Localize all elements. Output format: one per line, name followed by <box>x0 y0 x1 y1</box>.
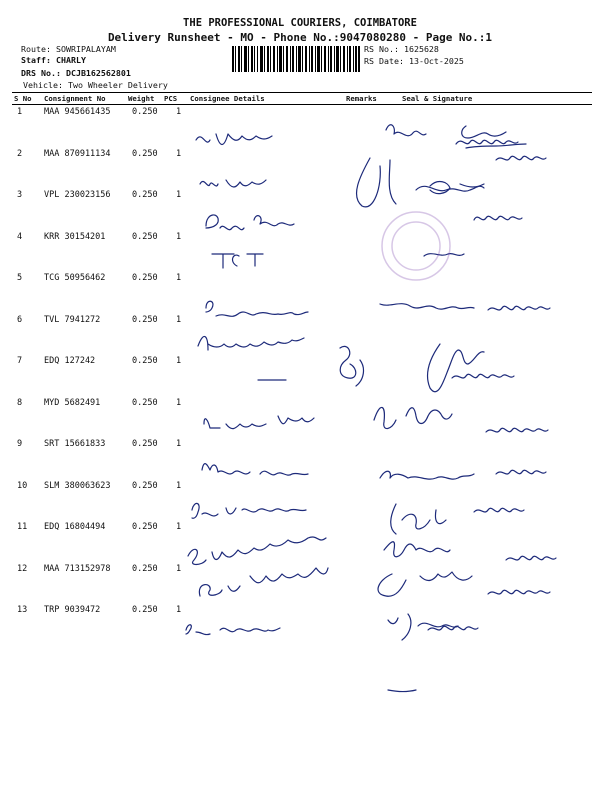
table-row <box>0 605 600 645</box>
rs-no-label: RS No.: 1625628 <box>364 44 439 54</box>
staff-label: Staff: CHARLY <box>21 55 86 65</box>
row-weight: 0.250 <box>132 605 158 615</box>
col-consignment: Consignment No <box>44 94 106 103</box>
runsheet-subtitle: Delivery Runsheet - MO - Phone No.:9047080280 - Page No.:1 <box>107 31 493 44</box>
row-sno: 7 <box>17 356 23 366</box>
row-sno: 12 <box>17 564 28 574</box>
rs-date-label: RS Date: 13-Oct-2025 <box>364 56 464 66</box>
drs-label: DRS No.: DCJB162562801 <box>21 68 131 78</box>
table-row <box>0 315 600 355</box>
col-pcs: PCS <box>164 94 178 103</box>
row-weight: 0.250 <box>132 273 158 283</box>
row-consignment: TRP 9039472 <box>44 605 101 615</box>
row-pcs: 1 <box>176 605 182 615</box>
handwritten-stroke <box>388 690 416 692</box>
row-pcs: 1 <box>176 439 182 449</box>
table-row <box>0 190 600 230</box>
row-consignment: SRT 15661833 <box>44 439 106 449</box>
row-pcs: 1 <box>176 149 182 159</box>
row-consignment: VPL 230023156 <box>44 190 111 200</box>
row-pcs: 1 <box>176 273 182 283</box>
row-weight: 0.250 <box>132 232 158 242</box>
barcode-image <box>232 46 360 72</box>
row-weight: 0.250 <box>132 315 158 325</box>
header-bottom-rule <box>12 104 592 105</box>
row-weight: 0.250 <box>132 439 158 449</box>
table-row <box>0 273 600 313</box>
row-weight: 0.250 <box>132 356 158 366</box>
row-sno: 4 <box>17 232 23 242</box>
row-pcs: 1 <box>176 315 182 325</box>
row-pcs: 1 <box>176 481 182 491</box>
row-consignment: TVL 7941272 <box>44 315 101 325</box>
table-row <box>0 564 600 604</box>
row-pcs: 1 <box>176 398 182 408</box>
col-seal: Seal & Signature <box>402 94 473 103</box>
row-pcs: 1 <box>176 107 182 117</box>
row-consignment: MAA 713152978 <box>44 564 111 574</box>
row-sno: 8 <box>17 398 23 408</box>
table-row <box>0 481 600 521</box>
row-weight: 0.250 <box>132 522 158 532</box>
col-sno: S No <box>14 94 32 103</box>
row-sno: 2 <box>17 149 23 159</box>
col-weight: Weight <box>128 94 155 103</box>
company-title: THE PROFESSIONAL COURIERS, COIMBATORE <box>183 17 417 29</box>
row-sno: 9 <box>17 439 23 449</box>
row-consignment: TCG 50956462 <box>44 273 106 283</box>
row-sno: 6 <box>17 315 23 325</box>
row-weight: 0.250 <box>132 107 158 117</box>
row-sno: 11 <box>17 522 28 532</box>
table-row <box>0 356 600 396</box>
col-remarks: Remarks <box>346 94 377 103</box>
row-consignment: MAA 945661435 <box>44 107 111 117</box>
row-weight: 0.250 <box>132 481 158 491</box>
route-label: Route: SOWRIPALAYAM <box>21 44 116 54</box>
row-pcs: 1 <box>176 190 182 200</box>
row-pcs: 1 <box>176 232 182 242</box>
table-row <box>0 398 600 438</box>
table-row <box>0 522 600 562</box>
table-row <box>0 149 600 189</box>
row-weight: 0.250 <box>132 190 158 200</box>
row-pcs: 1 <box>176 564 182 574</box>
col-consignee: Consignee Details <box>190 94 265 103</box>
row-sno: 10 <box>17 481 28 491</box>
row-sno: 13 <box>17 605 28 615</box>
table-row <box>0 107 600 147</box>
row-pcs: 1 <box>176 356 182 366</box>
row-consignment: MYD 5682491 <box>44 398 101 408</box>
table-row <box>0 439 600 479</box>
row-consignment: KRR 30154201 <box>44 232 106 242</box>
row-weight: 0.250 <box>132 564 158 574</box>
row-sno: 1 <box>17 107 23 117</box>
header-top-rule <box>12 92 592 93</box>
table-row <box>0 232 600 272</box>
row-consignment: EDQ 127242 <box>44 356 96 366</box>
row-sno: 3 <box>17 190 23 200</box>
row-consignment: EDQ 16804494 <box>44 522 106 532</box>
row-pcs: 1 <box>176 522 182 532</box>
row-consignment: SLM 380063623 <box>44 481 111 491</box>
row-consignment: MAA 870911134 <box>44 149 111 159</box>
row-weight: 0.250 <box>132 149 158 159</box>
row-weight: 0.250 <box>132 398 158 408</box>
vehicle-label: Vehicle: Two Wheeler Delivery <box>23 80 168 90</box>
row-sno: 5 <box>17 273 23 283</box>
